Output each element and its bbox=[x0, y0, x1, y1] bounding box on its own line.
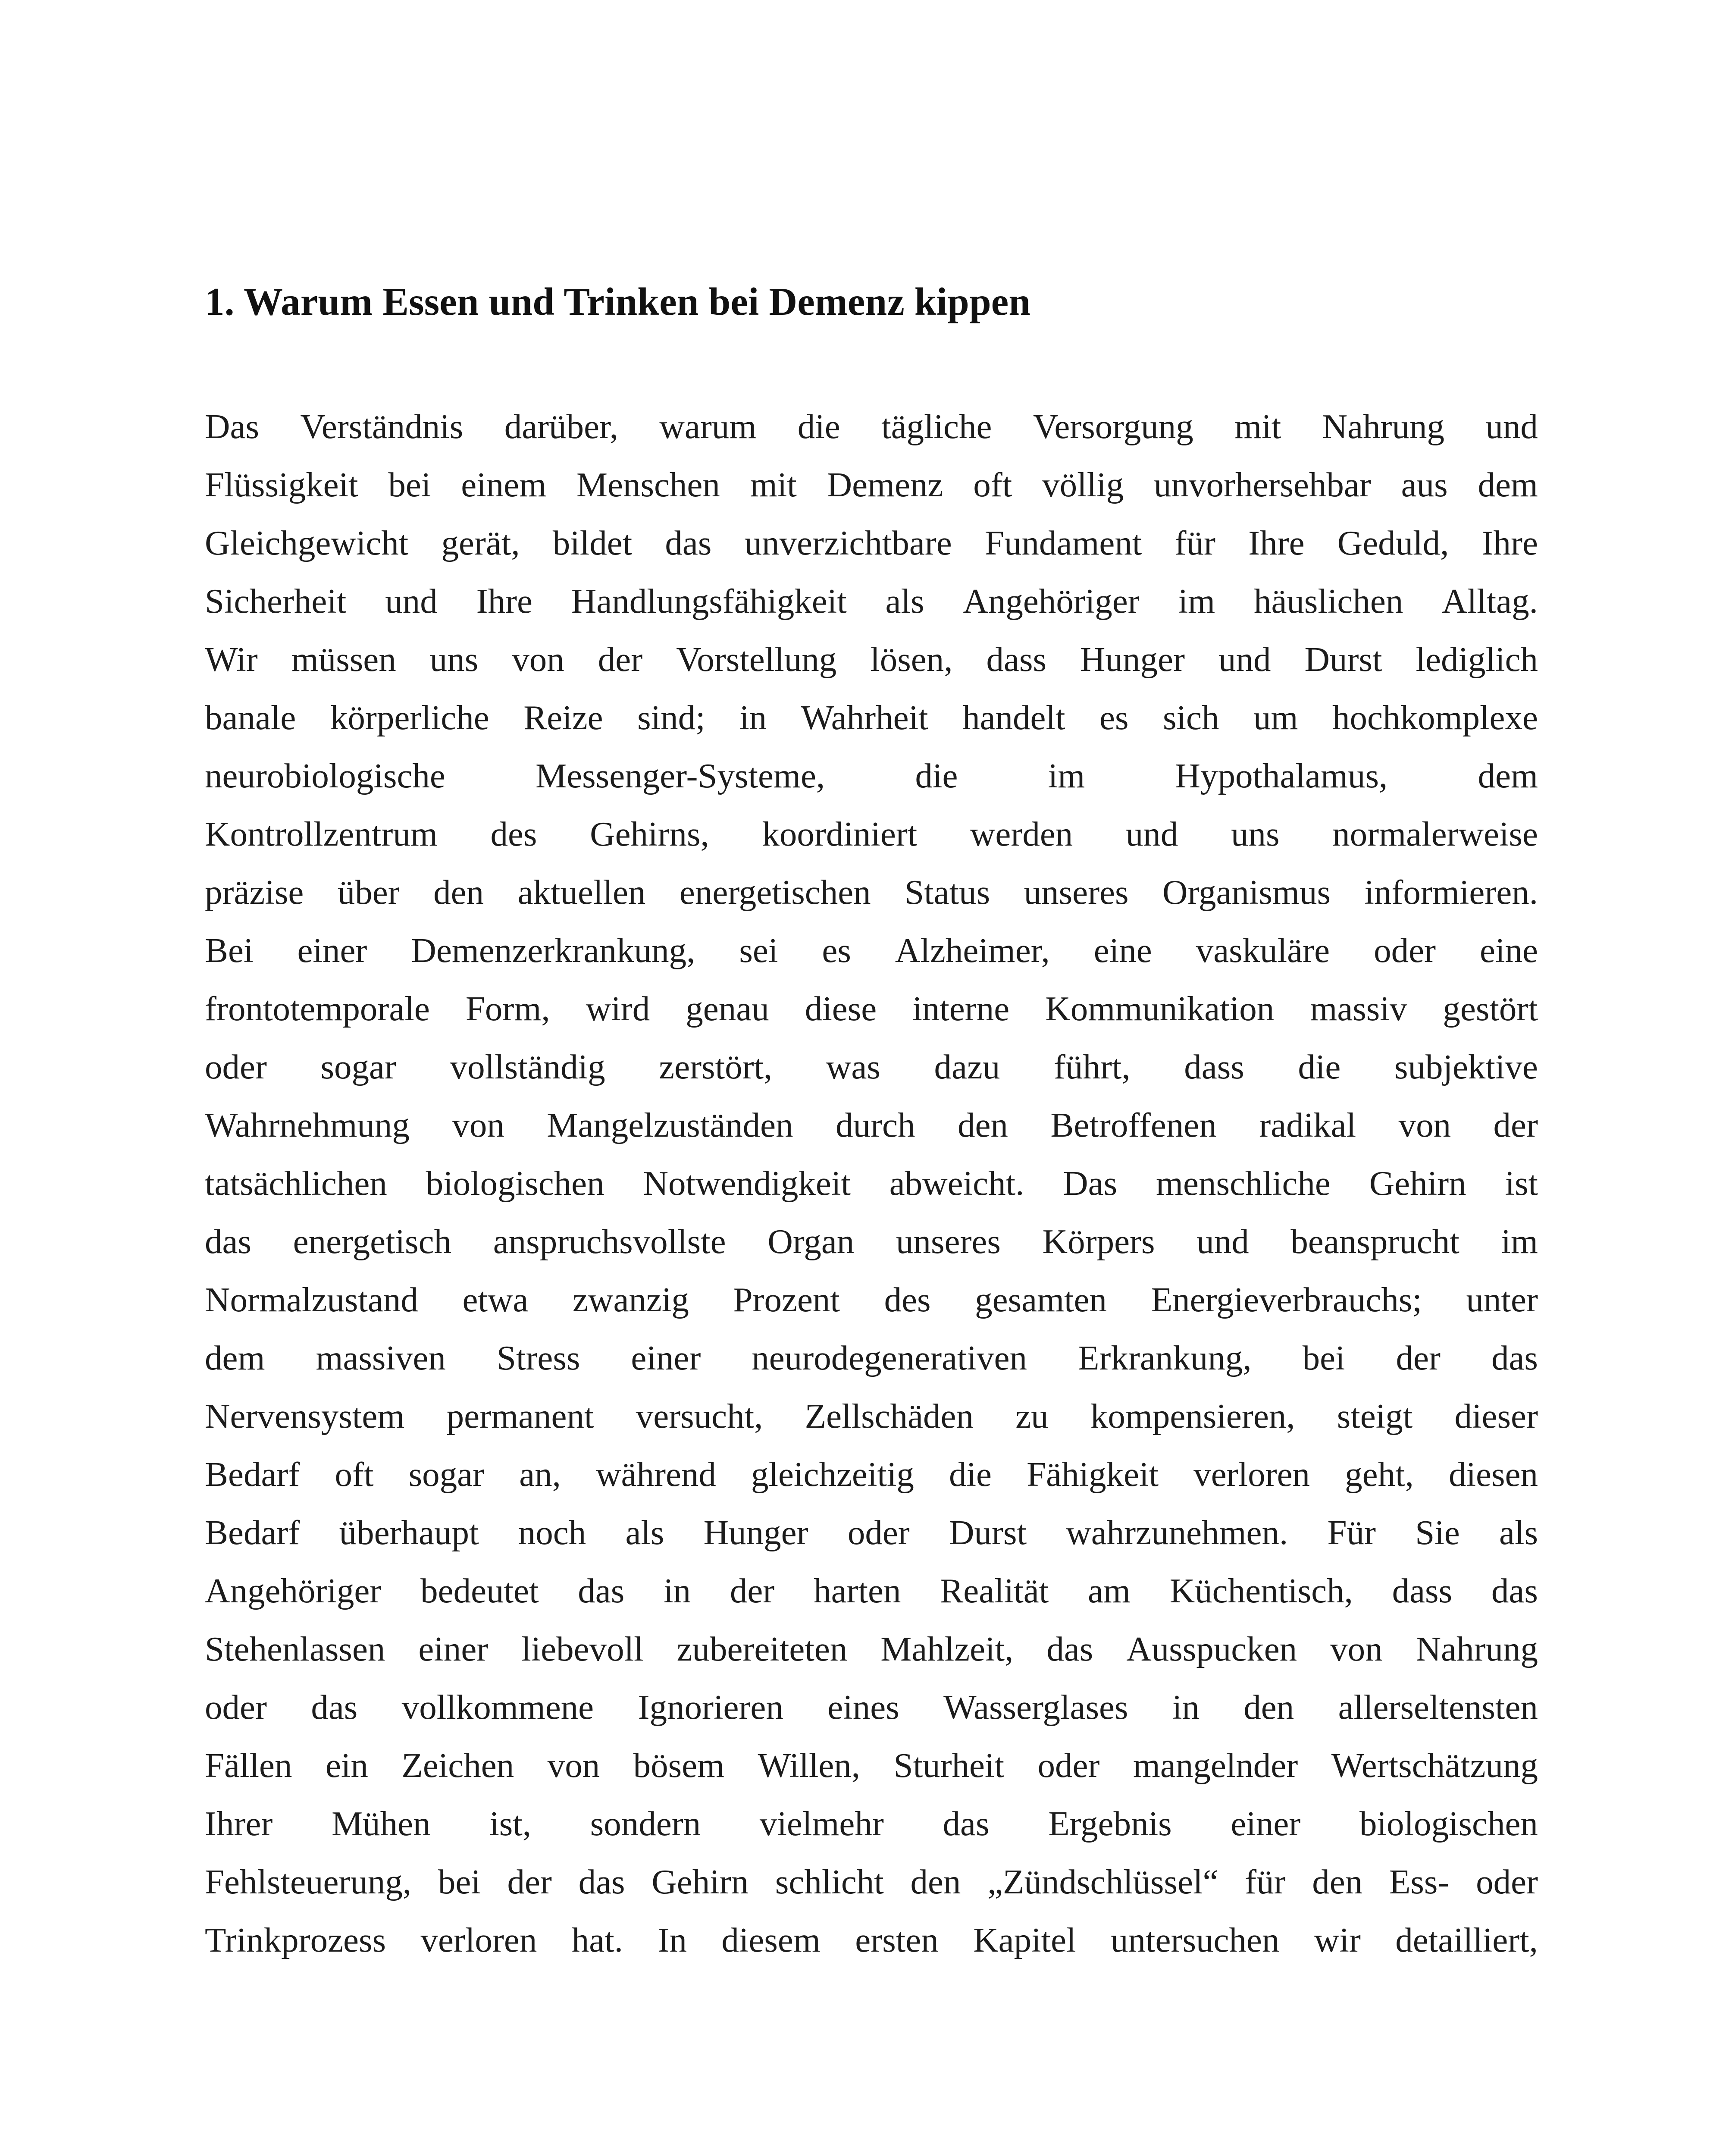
word: präzise bbox=[205, 873, 304, 912]
word: die bbox=[949, 1455, 992, 1494]
word: gesamten bbox=[975, 1280, 1107, 1319]
word: Ignorieren bbox=[638, 1688, 783, 1727]
word: und bbox=[385, 582, 438, 620]
word: Fundament bbox=[984, 523, 1142, 562]
word: Organ bbox=[767, 1222, 855, 1261]
word: Gehirn bbox=[651, 1862, 749, 1901]
word: Durst bbox=[949, 1513, 1027, 1552]
word: als bbox=[1499, 1513, 1538, 1552]
word: von bbox=[1398, 1106, 1451, 1144]
word: ist bbox=[1505, 1164, 1538, 1203]
paragraph-line bbox=[205, 1445, 1538, 1504]
word: Realität bbox=[940, 1571, 1049, 1610]
word: Körpers bbox=[1042, 1222, 1155, 1261]
word: detailliert, bbox=[1395, 1921, 1538, 1959]
word: unseres bbox=[896, 1222, 1001, 1261]
word: liebevoll bbox=[521, 1630, 644, 1668]
word: vielmehr bbox=[759, 1804, 884, 1843]
word: das bbox=[1491, 1571, 1538, 1610]
word: Ihre bbox=[476, 582, 532, 620]
word: Zellschäden bbox=[805, 1397, 974, 1435]
word: der bbox=[507, 1862, 552, 1901]
word: das bbox=[1046, 1630, 1093, 1668]
word: Gehirns, bbox=[590, 815, 709, 853]
word: des bbox=[490, 815, 537, 853]
word: und bbox=[1218, 640, 1271, 679]
word: oder bbox=[205, 1688, 267, 1727]
word: bösem bbox=[633, 1746, 725, 1785]
word: bei bbox=[438, 1862, 481, 1901]
word: als bbox=[625, 1513, 664, 1552]
word: permanent bbox=[446, 1397, 594, 1435]
word: sondern bbox=[590, 1804, 701, 1843]
word: für bbox=[1245, 1862, 1286, 1901]
word: Hunger bbox=[1080, 640, 1185, 679]
word: tatsächlichen bbox=[205, 1164, 387, 1203]
word: bildet bbox=[552, 523, 633, 562]
word: Energieverbrauchs; bbox=[1151, 1280, 1422, 1319]
paragraph-line bbox=[205, 980, 1538, 1038]
word: dass bbox=[1392, 1571, 1453, 1610]
word: Erkrankung, bbox=[1077, 1338, 1252, 1377]
word: Angehöriger bbox=[205, 1571, 382, 1610]
word: Willen, bbox=[758, 1746, 861, 1785]
word: handelt bbox=[962, 698, 1065, 737]
paragraph-line bbox=[205, 863, 1538, 921]
word: einer bbox=[418, 1630, 489, 1668]
word: Flüssigkeit bbox=[205, 465, 358, 504]
word: Versorgung bbox=[1033, 407, 1193, 446]
word: gerät, bbox=[441, 523, 520, 562]
word: Menschen bbox=[576, 465, 720, 504]
word: der bbox=[1396, 1338, 1441, 1377]
word: Betroffenen bbox=[1050, 1106, 1217, 1144]
word: führt, bbox=[1053, 1047, 1131, 1086]
word: banale bbox=[205, 698, 296, 737]
word: an, bbox=[519, 1455, 561, 1494]
word: sei bbox=[739, 931, 778, 970]
word: Messenger-Systeme, bbox=[536, 756, 825, 795]
word: dass bbox=[1184, 1047, 1244, 1086]
word: in bbox=[739, 698, 767, 737]
word: einer bbox=[1231, 1804, 1301, 1843]
word: steigt bbox=[1337, 1397, 1413, 1435]
word: gestört bbox=[1443, 989, 1538, 1028]
page-content bbox=[205, 276, 1538, 1969]
word: menschliche bbox=[1156, 1164, 1331, 1203]
word: Ihre bbox=[1248, 523, 1305, 562]
word: zwanzig bbox=[573, 1280, 689, 1319]
word: neurodegenerativen bbox=[752, 1338, 1027, 1377]
word: Prozent bbox=[733, 1280, 840, 1319]
word: Kontrollzentrum bbox=[205, 815, 438, 853]
word: sogar bbox=[408, 1455, 485, 1494]
word: bei bbox=[1302, 1338, 1345, 1377]
word: Gehirn bbox=[1369, 1164, 1466, 1203]
word: Vorstellung bbox=[676, 640, 837, 679]
word: werden bbox=[970, 815, 1073, 853]
word: Trinkprozess bbox=[205, 1921, 386, 1959]
word: Sicherheit bbox=[205, 582, 347, 620]
paragraph-line bbox=[205, 1038, 1538, 1096]
paragraph-line bbox=[205, 1329, 1538, 1387]
word: im bbox=[1501, 1222, 1538, 1261]
word: sich bbox=[1163, 698, 1219, 737]
paragraph-line bbox=[205, 456, 1538, 514]
word: im bbox=[1178, 582, 1215, 620]
word: radikal bbox=[1259, 1106, 1356, 1144]
word: ersten bbox=[855, 1921, 939, 1959]
word: den bbox=[910, 1862, 961, 1901]
word: eine bbox=[1093, 931, 1152, 970]
word: für bbox=[1175, 523, 1215, 562]
word: zubereiteten bbox=[677, 1630, 848, 1668]
word: und bbox=[1196, 1222, 1249, 1261]
word: biologischen bbox=[426, 1164, 604, 1203]
word: anspruchsvollste bbox=[493, 1222, 726, 1261]
word: bei bbox=[388, 465, 431, 504]
word: das bbox=[311, 1688, 358, 1727]
word: Für bbox=[1327, 1513, 1376, 1552]
word: Ess- bbox=[1389, 1862, 1450, 1901]
word: Ergebnis bbox=[1048, 1804, 1172, 1843]
word: gleichzeitig bbox=[751, 1455, 914, 1494]
word: wir bbox=[1314, 1921, 1361, 1959]
word: Kapitel bbox=[973, 1921, 1076, 1959]
paragraph-line bbox=[205, 1213, 1538, 1271]
word: wird bbox=[586, 989, 650, 1028]
word: Hypothalamus, bbox=[1175, 756, 1388, 795]
word: interne bbox=[912, 989, 1010, 1028]
word: In bbox=[658, 1921, 687, 1959]
word: Nahrung bbox=[1416, 1630, 1538, 1668]
word: warum bbox=[659, 407, 757, 446]
word: das bbox=[943, 1804, 990, 1843]
word: kompensieren, bbox=[1090, 1397, 1295, 1435]
word: Ihre bbox=[1481, 523, 1538, 562]
paragraph-line bbox=[205, 630, 1538, 689]
word: einer bbox=[297, 931, 367, 970]
word: oder bbox=[205, 1047, 267, 1086]
word: eine bbox=[1480, 931, 1538, 970]
word: die bbox=[1298, 1047, 1341, 1086]
word: abweicht. bbox=[889, 1164, 1024, 1203]
word: lediglich bbox=[1416, 640, 1538, 679]
word: den bbox=[433, 873, 484, 912]
word: tägliche bbox=[881, 407, 992, 446]
word: oder bbox=[847, 1513, 910, 1552]
word: Bedarf bbox=[205, 1455, 300, 1494]
word: Gleichgewicht bbox=[205, 523, 409, 562]
word: Alzheimer, bbox=[895, 931, 1050, 970]
word: Status bbox=[905, 873, 990, 912]
paragraph-line bbox=[205, 1853, 1538, 1911]
word: dieser bbox=[1454, 1397, 1538, 1435]
word: zerstört, bbox=[659, 1047, 773, 1086]
word: von bbox=[512, 640, 564, 679]
word: der bbox=[730, 1571, 775, 1610]
word: einem bbox=[461, 465, 547, 504]
word: Ihrer bbox=[205, 1804, 273, 1843]
word: einer bbox=[631, 1338, 701, 1377]
word: sogar bbox=[320, 1047, 396, 1086]
word: koordiniert bbox=[762, 815, 918, 853]
word: den bbox=[1243, 1688, 1294, 1727]
paragraph-line bbox=[205, 1620, 1538, 1678]
word: die bbox=[797, 407, 840, 446]
word: massiven bbox=[316, 1338, 446, 1377]
word: überhaupt bbox=[339, 1513, 479, 1552]
word: subjektive bbox=[1394, 1047, 1538, 1086]
word: es bbox=[1099, 698, 1129, 737]
word: mit bbox=[1234, 407, 1281, 446]
word: Ausspucken bbox=[1126, 1630, 1297, 1668]
word: körperliche bbox=[330, 698, 489, 737]
word: vollständig bbox=[450, 1047, 605, 1086]
word: den bbox=[1312, 1862, 1363, 1901]
word: von bbox=[1330, 1630, 1383, 1668]
word: das bbox=[578, 1571, 625, 1610]
word: das bbox=[1491, 1338, 1538, 1377]
word: Kommunikation bbox=[1045, 989, 1275, 1028]
word: in bbox=[664, 1571, 691, 1610]
word: Fehlsteuerung, bbox=[205, 1862, 412, 1901]
word: Wahrheit bbox=[801, 698, 928, 737]
word: Demenzerkrankung, bbox=[411, 931, 695, 970]
paragraph-line bbox=[205, 398, 1538, 456]
word: diese bbox=[805, 989, 877, 1028]
word: Mühen bbox=[332, 1804, 431, 1843]
word: aus bbox=[1401, 465, 1448, 504]
word: Geduld, bbox=[1337, 523, 1449, 562]
word: noch bbox=[518, 1513, 586, 1552]
word: Angehöriger bbox=[963, 582, 1140, 620]
word: biologischen bbox=[1359, 1804, 1538, 1843]
word: Wir bbox=[205, 640, 258, 679]
paragraph-line bbox=[205, 1271, 1538, 1329]
word: Stehenlassen bbox=[205, 1630, 385, 1668]
word: untersuchen bbox=[1111, 1921, 1280, 1959]
word: unseres bbox=[1024, 873, 1129, 912]
word: was bbox=[826, 1047, 880, 1086]
word: informieren. bbox=[1364, 873, 1538, 912]
paragraph-line bbox=[205, 1678, 1538, 1736]
word: Wertschätzung bbox=[1331, 1746, 1538, 1785]
word: geht, bbox=[1345, 1455, 1414, 1494]
word: dem bbox=[205, 1338, 265, 1377]
word: lösen, bbox=[870, 640, 953, 679]
word: bedeutet bbox=[420, 1571, 539, 1610]
word: dem bbox=[1478, 465, 1538, 504]
word: dass bbox=[986, 640, 1047, 679]
word: oder bbox=[1476, 1862, 1538, 1901]
word: oft bbox=[335, 1455, 374, 1494]
word: während bbox=[596, 1455, 716, 1494]
word: wahrzunehmen. bbox=[1066, 1513, 1288, 1552]
word: oder bbox=[1374, 931, 1436, 970]
word: Sie bbox=[1415, 1513, 1460, 1552]
word: als bbox=[885, 582, 924, 620]
word: mangelnder bbox=[1133, 1746, 1298, 1785]
word: hochkomplexe bbox=[1332, 698, 1538, 737]
word: beansprucht bbox=[1290, 1222, 1460, 1261]
word: Zeichen bbox=[401, 1746, 514, 1785]
word: genau bbox=[686, 989, 769, 1028]
paragraph-line bbox=[205, 514, 1538, 572]
word: Form, bbox=[465, 989, 550, 1028]
word: und bbox=[1485, 407, 1538, 446]
chapter-heading: 1. Warum Essen und Trinken bei Demenz kippen bbox=[205, 280, 1031, 323]
word: zu bbox=[1015, 1397, 1049, 1435]
word: der bbox=[1493, 1106, 1538, 1144]
word: neurobiologische bbox=[205, 756, 445, 795]
word: frontotemporale bbox=[205, 989, 430, 1028]
word: schlicht bbox=[775, 1862, 884, 1901]
word: über bbox=[337, 873, 400, 912]
paragraph-line bbox=[205, 1562, 1538, 1620]
word: Reize bbox=[523, 698, 603, 737]
word: Bei bbox=[205, 931, 254, 970]
word: Das bbox=[205, 407, 259, 446]
paragraph-line bbox=[205, 747, 1538, 805]
word: darüber, bbox=[504, 407, 619, 446]
word: etwa bbox=[462, 1280, 529, 1319]
word: das bbox=[205, 1222, 251, 1261]
word: im bbox=[1048, 756, 1085, 795]
word: uns bbox=[429, 640, 479, 679]
paragraph-line bbox=[205, 1736, 1538, 1795]
paragraph-line bbox=[205, 572, 1538, 630]
word: ist, bbox=[489, 1804, 532, 1843]
paragraph-line bbox=[205, 1504, 1538, 1562]
word: vaskuläre bbox=[1196, 931, 1330, 970]
word: Durst bbox=[1304, 640, 1382, 679]
word: Notwendigkeit bbox=[643, 1164, 851, 1203]
word: diesen bbox=[1449, 1455, 1538, 1494]
word: Fähigkeit bbox=[1027, 1455, 1159, 1494]
word: des bbox=[884, 1280, 931, 1319]
word: „Zündschlüssel“ bbox=[987, 1862, 1218, 1901]
word: dem bbox=[1478, 756, 1538, 795]
word: allerseltensten bbox=[1338, 1688, 1538, 1727]
word: Mahlzeit, bbox=[880, 1630, 1014, 1668]
word: Normalzustand bbox=[205, 1280, 418, 1319]
paragraph-line bbox=[205, 1387, 1538, 1445]
word: oft bbox=[973, 465, 1012, 504]
word: Das bbox=[1063, 1164, 1118, 1203]
word: dazu bbox=[934, 1047, 1000, 1086]
word: häuslichen bbox=[1253, 582, 1403, 620]
word: Mangelzuständen bbox=[547, 1106, 793, 1144]
word: sind; bbox=[637, 698, 705, 737]
paragraph-line bbox=[205, 1154, 1538, 1213]
word: und bbox=[1125, 815, 1178, 853]
word: Verständnis bbox=[300, 407, 464, 446]
word: Handlungsfähigkeit bbox=[571, 582, 847, 620]
word: uns bbox=[1231, 815, 1280, 853]
word: oder bbox=[1037, 1746, 1100, 1785]
word: Fällen bbox=[205, 1746, 292, 1785]
word: die bbox=[915, 756, 958, 795]
word: Wasserglases bbox=[943, 1688, 1128, 1727]
word: hat. bbox=[571, 1921, 623, 1959]
word: massiv bbox=[1310, 989, 1407, 1028]
word: es bbox=[822, 931, 851, 970]
word: in bbox=[1172, 1688, 1200, 1727]
word: mit bbox=[750, 465, 797, 504]
paragraph-line bbox=[205, 921, 1538, 980]
word: das bbox=[665, 523, 712, 562]
word: versucht, bbox=[636, 1397, 763, 1435]
word: Nahrung bbox=[1322, 407, 1444, 446]
word: eines bbox=[827, 1688, 899, 1727]
word: Wahrnehmung bbox=[205, 1106, 410, 1144]
word: Nervensystem bbox=[205, 1397, 405, 1435]
word: Demenz bbox=[827, 465, 943, 504]
word: den bbox=[957, 1106, 1008, 1144]
body-paragraph bbox=[205, 398, 1538, 1969]
word: völlig bbox=[1042, 465, 1124, 504]
word: Sturheit bbox=[893, 1746, 1005, 1785]
word: ein bbox=[325, 1746, 368, 1785]
word: diesem bbox=[721, 1921, 821, 1959]
word: energetisch bbox=[293, 1222, 452, 1261]
word: vollkommene bbox=[401, 1688, 594, 1727]
word: von bbox=[452, 1106, 504, 1144]
word: Küchentisch, bbox=[1169, 1571, 1353, 1610]
word: Organismus bbox=[1162, 873, 1331, 912]
word: harten bbox=[814, 1571, 901, 1610]
word: unter bbox=[1466, 1280, 1538, 1319]
word: energetischen bbox=[679, 873, 871, 912]
word: am bbox=[1087, 1571, 1131, 1610]
word: verloren bbox=[420, 1921, 537, 1959]
word: Bedarf bbox=[205, 1513, 300, 1552]
word: durch bbox=[836, 1106, 915, 1144]
paragraph-line bbox=[205, 1911, 1538, 1969]
word: Hunger bbox=[703, 1513, 808, 1552]
paragraph-line bbox=[205, 1795, 1538, 1853]
word: Stress bbox=[496, 1338, 580, 1377]
word: von bbox=[547, 1746, 600, 1785]
word: müssen bbox=[291, 640, 396, 679]
paragraph-line bbox=[205, 1096, 1538, 1154]
word: unverzichtbare bbox=[744, 523, 952, 562]
word: um bbox=[1253, 698, 1298, 737]
word: Alltag. bbox=[1442, 582, 1538, 620]
word: der bbox=[598, 640, 643, 679]
paragraph-line bbox=[205, 805, 1538, 863]
word: aktuellen bbox=[517, 873, 646, 912]
word: verloren bbox=[1193, 1455, 1310, 1494]
word: normalerweise bbox=[1332, 815, 1538, 853]
word: das bbox=[578, 1862, 625, 1901]
paragraph-line bbox=[205, 689, 1538, 747]
word: unvorhersehbar bbox=[1153, 465, 1371, 504]
